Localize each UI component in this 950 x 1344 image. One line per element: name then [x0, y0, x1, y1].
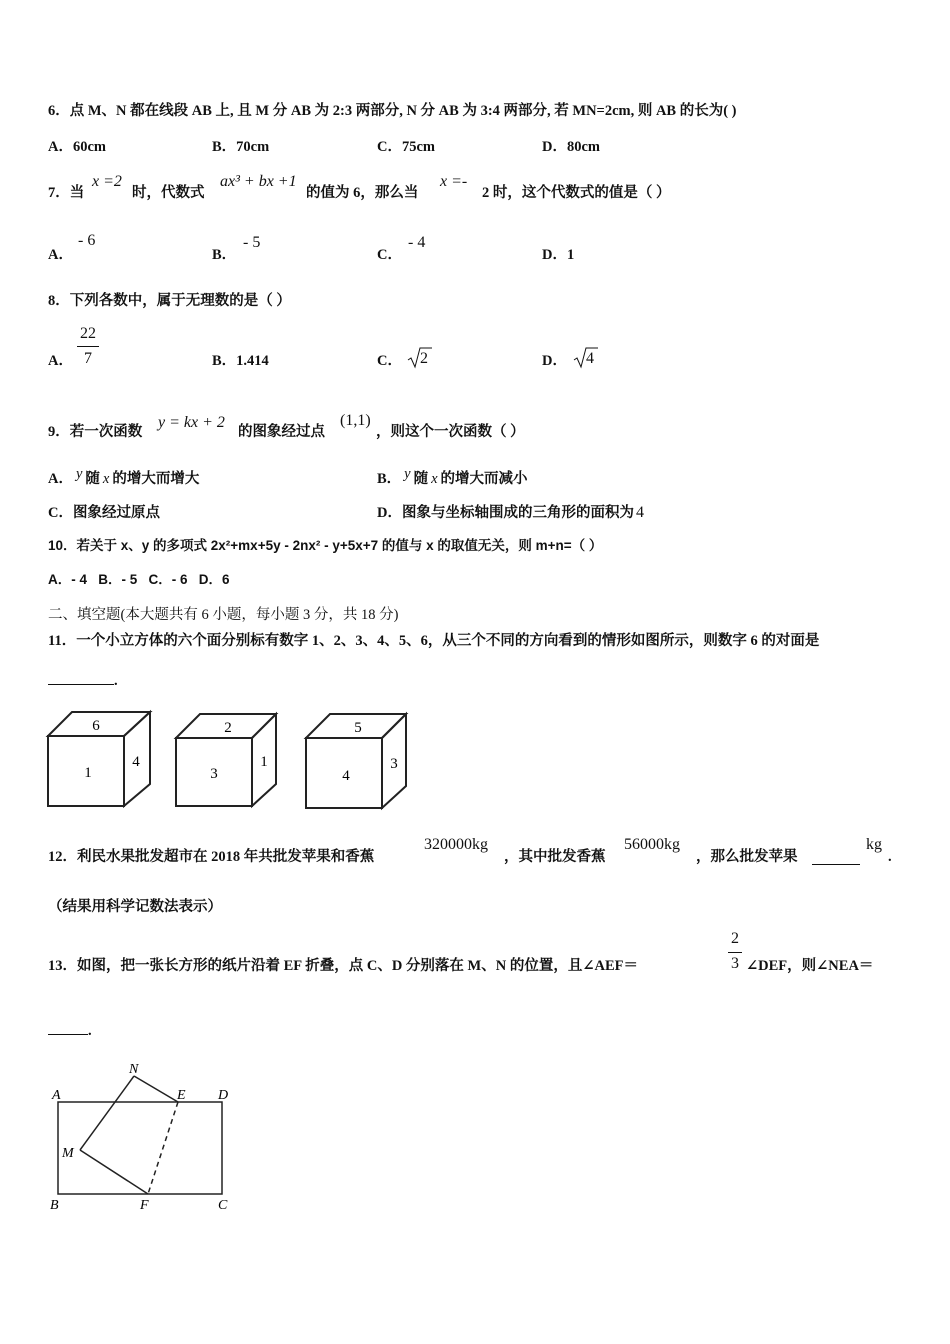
q13-denominator: 3 [731, 955, 739, 972]
label-e: E [177, 1088, 186, 1103]
q8-option-a-numerator: 22 [80, 325, 96, 342]
label-b: B [50, 1198, 59, 1213]
cube-1-top: 6 [92, 718, 100, 734]
q9-point: (1,1) [340, 412, 371, 429]
q8-option-a-label: A． [48, 353, 73, 369]
q8-option-c-radicand: 2 [420, 350, 428, 367]
q11-blank [48, 670, 114, 685]
label-n: N [129, 1062, 139, 1077]
q12-text-3: ，那么批发苹果 [696, 849, 798, 865]
q6-option-a: A．60cm [48, 139, 106, 155]
q6-option-c: C．75cm [377, 139, 435, 155]
q9-option-a-mid: 随 [85, 471, 100, 487]
q7-option-a-value: - 6 [78, 232, 96, 249]
segment-nm [80, 1076, 134, 1150]
q8-option-d-radicand: 4 [586, 350, 594, 367]
q12-tail: . [888, 849, 892, 865]
q12-text-1: 12．利民水果批发超市在 2018 年共批发苹果和香蕉 [48, 849, 375, 865]
q6-stem: 6．点 M、N 都在线段 AB 上, 且 M 分 AB 为 2:3 两部分, N 分 AB 为 3:4 两部分, 若 MN=2cm, 则 AB 的长为( ) [48, 103, 737, 119]
q9-text-1: 9．若一次函数 [48, 424, 143, 440]
q13-tail: . [88, 1023, 92, 1039]
label-c: C [218, 1198, 228, 1213]
q9-option-a [48, 466, 200, 488]
segment-mf [80, 1150, 148, 1194]
q9-option-a-x: x [102, 471, 110, 487]
fold-line-ef [148, 1102, 178, 1194]
q12-text-2: ，其中批发香蕉 [504, 849, 606, 865]
q9-option-b-x: x [431, 471, 438, 487]
q7-text-3: 的值为 6，那么当 [306, 185, 419, 201]
q9-option-b-label: B． [377, 471, 402, 487]
q9-option-b-rest: 的增大而减小 [440, 471, 528, 487]
q8-option-d-label: D． [542, 353, 567, 369]
q12-value-2: 56000kg [624, 836, 680, 853]
q12-blank [812, 850, 860, 865]
q8-option-a-denominator: 7 [84, 350, 92, 367]
q8-option-c-label: C． [377, 353, 402, 369]
q7-option-c-label: C． [377, 247, 402, 263]
q7-option-c-value: - 4 [408, 234, 426, 251]
q9-option-b [377, 466, 528, 488]
q7-option-b-value: - 5 [243, 234, 261, 251]
q7-option-a-label: A． [48, 247, 73, 263]
q11-tail: . [114, 673, 118, 689]
q13-numerator: 2 [731, 930, 739, 947]
label-f: F [140, 1198, 149, 1213]
section-2-heading: 二、填空题(本大题共有 6 小题，每小题 3 分，共 18 分) [48, 607, 399, 623]
q10-stem: 10．若关于 x、y 的多项式 2x²+mx+5y - 2nx² - y+5x+7 的值与 x 的取值无关，则 m+n=（ ） [48, 538, 603, 553]
q9-option-a-rest: 的增大而增大 [112, 471, 200, 487]
label-m: M [62, 1146, 74, 1161]
q9-option-b-mid: 随 [413, 471, 429, 487]
cube-2-side: 1 [260, 754, 268, 770]
q9-text-2: 的图象经过点 [238, 424, 325, 440]
q13-answer-line [48, 1020, 92, 1040]
cube-3-top: 5 [354, 720, 362, 736]
cube-1-side: 4 [132, 754, 140, 770]
q7-text-4: 2 时，这个代数式的值是（ ） [482, 185, 671, 201]
q9-function: y = kx + 2 [158, 414, 225, 431]
q8-fraction-bar [77, 346, 99, 347]
q7-expression: ax³ + bx +1 [220, 173, 297, 190]
q7-option-d: D．1 [542, 247, 575, 263]
q7-text-1: 7．当 [48, 185, 85, 201]
cube-3-side: 3 [390, 756, 398, 772]
label-a: A [52, 1088, 61, 1103]
folding-figure [44, 1058, 244, 1218]
rectangle-abcd [58, 1102, 222, 1194]
q8-option-b: B．1.414 [212, 353, 269, 369]
q9-option-d-value: 4 [635, 504, 644, 521]
q13-text-1: 13．如图，把一张长方形的纸片沿着 EF 折叠，点 C、D 分别落在 M、N 的位置，且∠AEF＝ [48, 958, 638, 974]
q9-option-a-y: y [75, 466, 83, 482]
q7-option-b-label: B． [212, 247, 237, 263]
q11-stem: 11．一个小立方体的六个面分别标有数字 1、2、3、4、5、6，从三个不同的方向看到的情形如图所示，则数字 6 的对面是 [48, 633, 820, 649]
q9-text-3: ，则这个一次函数（ ） [376, 424, 525, 440]
q9-option-b-y: y [404, 466, 411, 482]
q9-option-c: C．图象经过原点 [48, 505, 160, 521]
q6-option-b: B．70cm [212, 139, 270, 155]
q11-answer-line [48, 670, 118, 690]
cube-2-front: 3 [210, 766, 218, 782]
q13-blank [48, 1020, 88, 1035]
cube-1-front: 1 [84, 765, 92, 781]
cube-2-top: 2 [224, 720, 232, 736]
q12-unit: kg [866, 836, 882, 853]
q9-option-d-text: D．图象与坐标轴围成的三角形的面积为 [377, 505, 634, 521]
q13-fraction-bar [728, 952, 742, 953]
q7-condition-1: x =2 [92, 173, 122, 190]
q13-text-2: ∠DEF，则∠NEA＝ [746, 958, 874, 974]
q12-note: （结果用科学记数法表示） [48, 899, 222, 915]
q9-option-d [377, 504, 644, 522]
q10-options: A．- 4 B．- 5 C．- 6 D．6 [48, 572, 230, 587]
label-d: D [218, 1088, 229, 1103]
q6-option-d: D．80cm [542, 139, 600, 155]
q9-option-a-label: A． [48, 471, 73, 487]
q8-stem: 8．下列各数中，属于无理数的是（ ） [48, 293, 291, 309]
cubes-figure [44, 708, 416, 814]
cube-3-front: 4 [342, 768, 350, 784]
segment-ne [134, 1076, 178, 1102]
q7-text-2: 时，代数式 [132, 185, 205, 201]
q12-value-1: 320000kg [424, 836, 488, 853]
q7-condition-2: x =- [440, 173, 468, 190]
